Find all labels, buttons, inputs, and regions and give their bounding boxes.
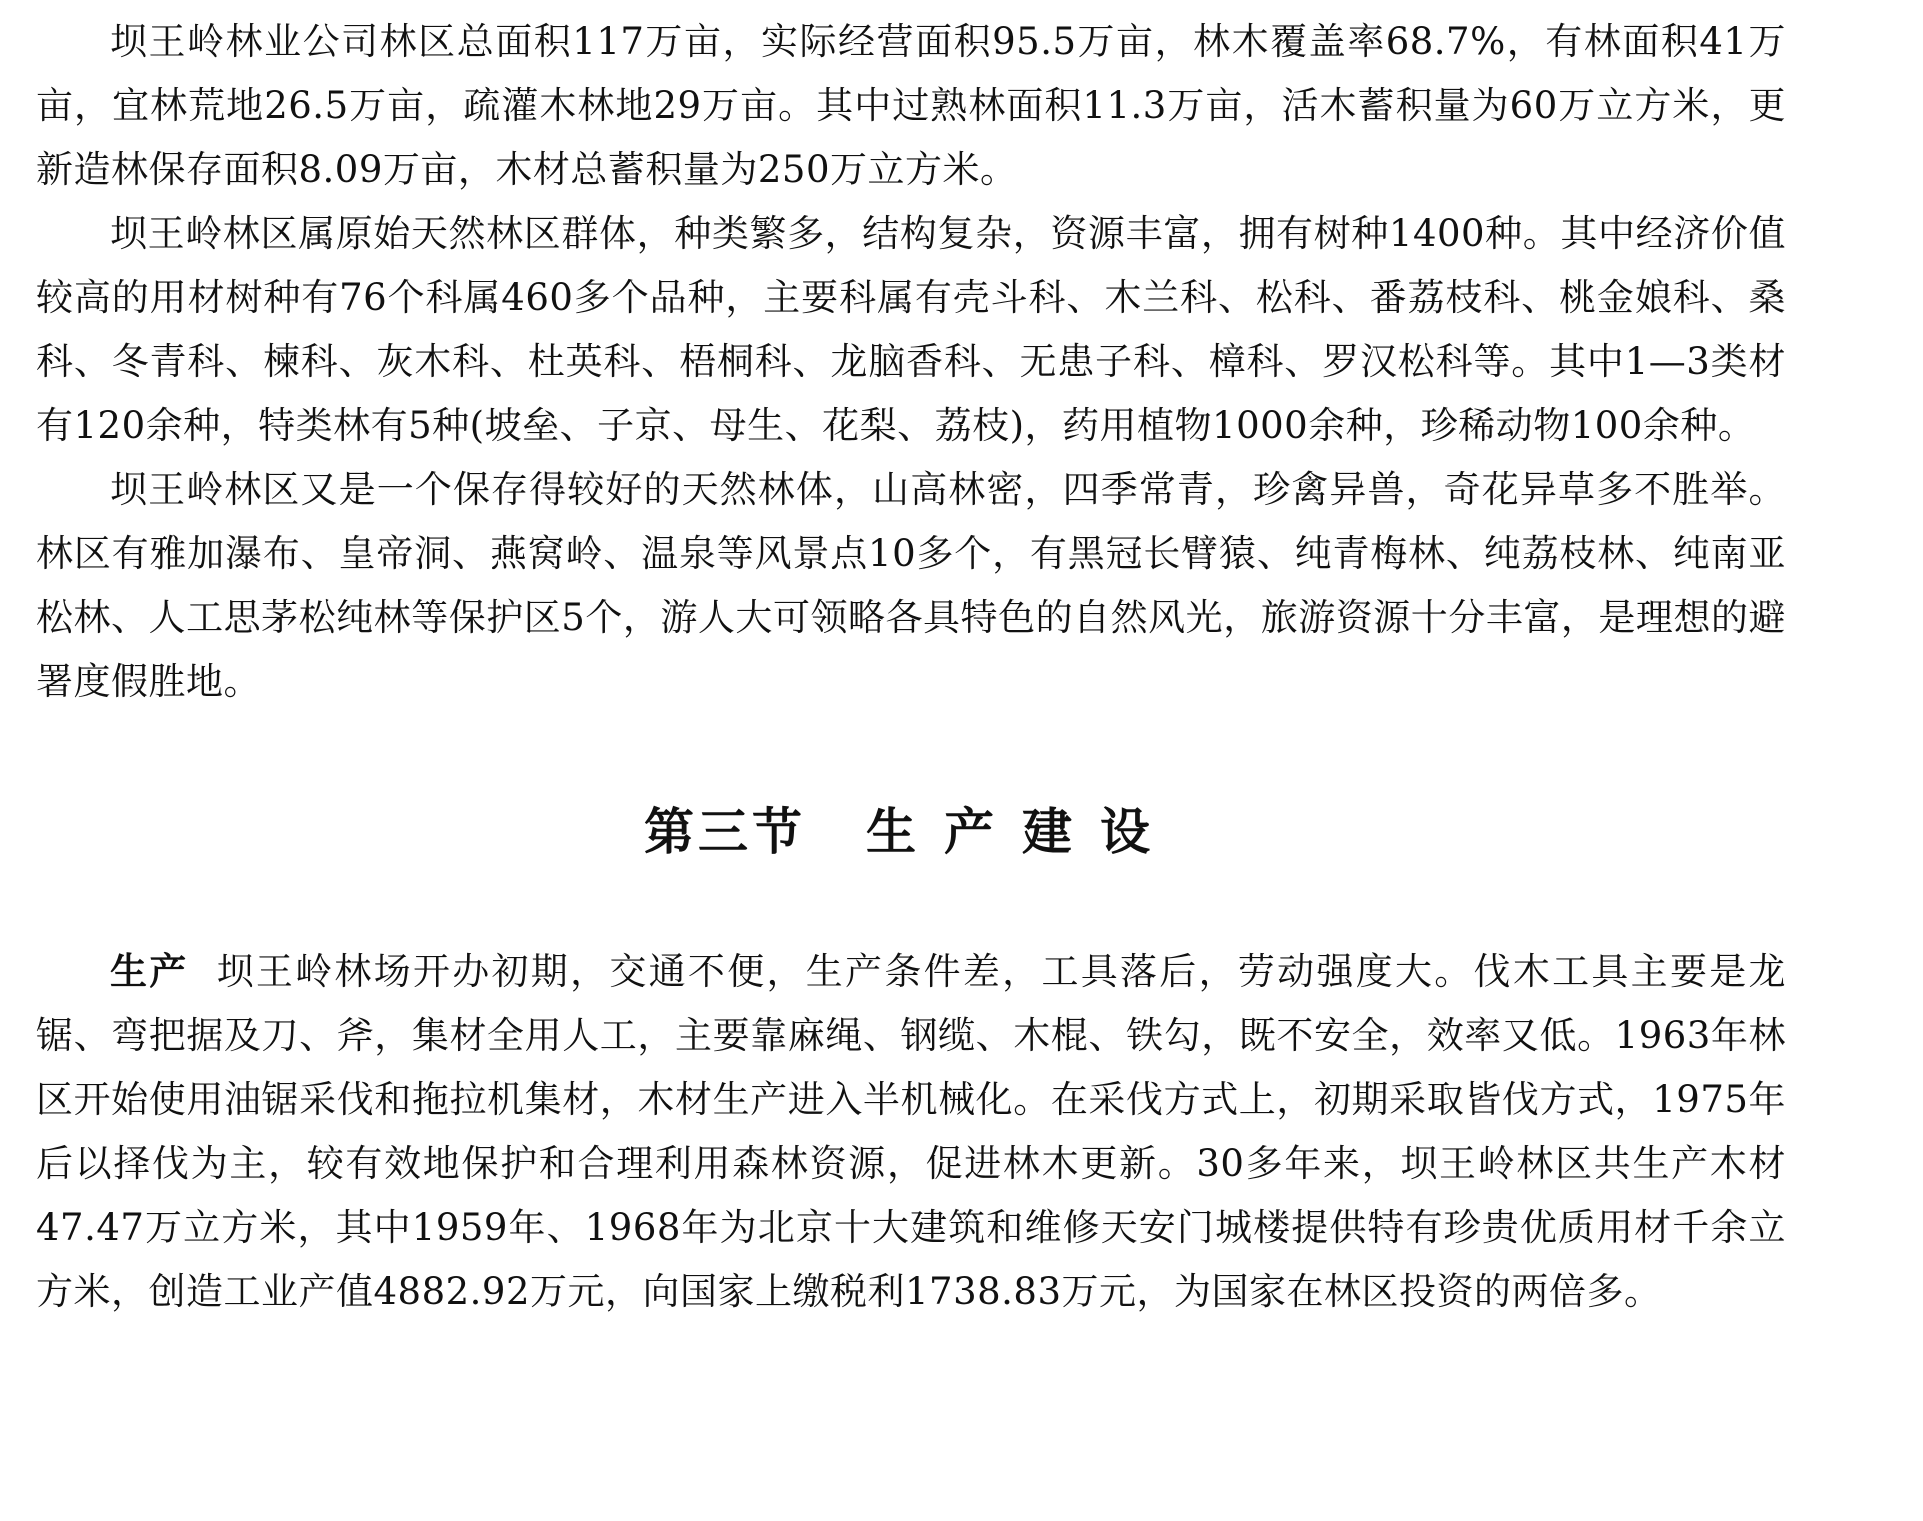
production-run-in-heading: 生产 bbox=[110, 950, 189, 993]
production-body-text: 坝王岭林场开办初期，交通不便，生产条件差，工具落后，劳动强度大。伐木工具主要是龙锯、弯把据及刀、斧，集材全用人工，主要靠麻绳、钢缆、木棍、铁勾，既不安全，效率又低。1963年林区开始使用油锯采伐和拖拉机集材，木材生产进入半机械化。在采伐方式上，初期采取皆伐方式，1975年后以择伐为主，较有效地保护和合理利用森林资源，促进林木更新。30多年来，坝王岭林区共生产木材47.47万立方米，其中1959年、1968年为北京十大建筑和维修天安门城楼提供特有珍贵优质用材千余立方米，创造工业产值4882.92万元，向国家上缴税利1738.83万元，为国家在林区投资的两倍多。 bbox=[36, 950, 1786, 1313]
paragraph-forest-area: 坝王岭林业公司林区总面积117万亩，实际经营面积95.5万亩，林木覆盖率68.7%，有林面积41万亩，宜林荒地26.5万亩，疏灌木林地29万亩。其中过熟林面积11.3万亩，活木蓄积量为60万立方米，更新造林保存面积8.09万亩，木材总蓄积量为250万立方米。 bbox=[36, 20, 1786, 191]
section-heading bbox=[36, 800, 1786, 864]
section-title: 生产建设 bbox=[866, 803, 1178, 861]
section-number: 第三节 bbox=[644, 803, 806, 861]
paragraph-tree-species: 坝王岭林区属原始天然林区群体，种类繁多，结构复杂，资源丰富，拥有树种1400种。其中经济价值较高的用材树种有76个科属460多个品种，主要科属有壳斗科、木兰科、松科、番荔枝科、桃金娘科、桑科、冬青科、楝科、灰木科、杜英科、梧桐科、龙脑香科、无患子科、樟科、罗汉松科等。其中1—3类材有120余种，特类林有5种(坡垒、子京、母生、花梨、荔枝)，药用植物1000余种，珍稀动物100余种。 bbox=[36, 212, 1786, 447]
document-page bbox=[36, 10, 1786, 1324]
paragraph-scenery: 坝王岭林区又是一个保存得较好的天然林体，山高林密，四季常青，珍禽异兽，奇花异草多不胜举。林区有雅加瀑布、皇帝洞、燕窝岭、温泉等风景点10多个，有黑冠长臂猿、纯青梅林、纯荔枝林、纯南亚松林、人工思茅松纯林等保护区5个，游人大可领略各具特色的自然风光，旅游资源十分丰富，是理想的避署度假胜地。 bbox=[36, 468, 1786, 703]
paragraph-production bbox=[36, 940, 1786, 1324]
